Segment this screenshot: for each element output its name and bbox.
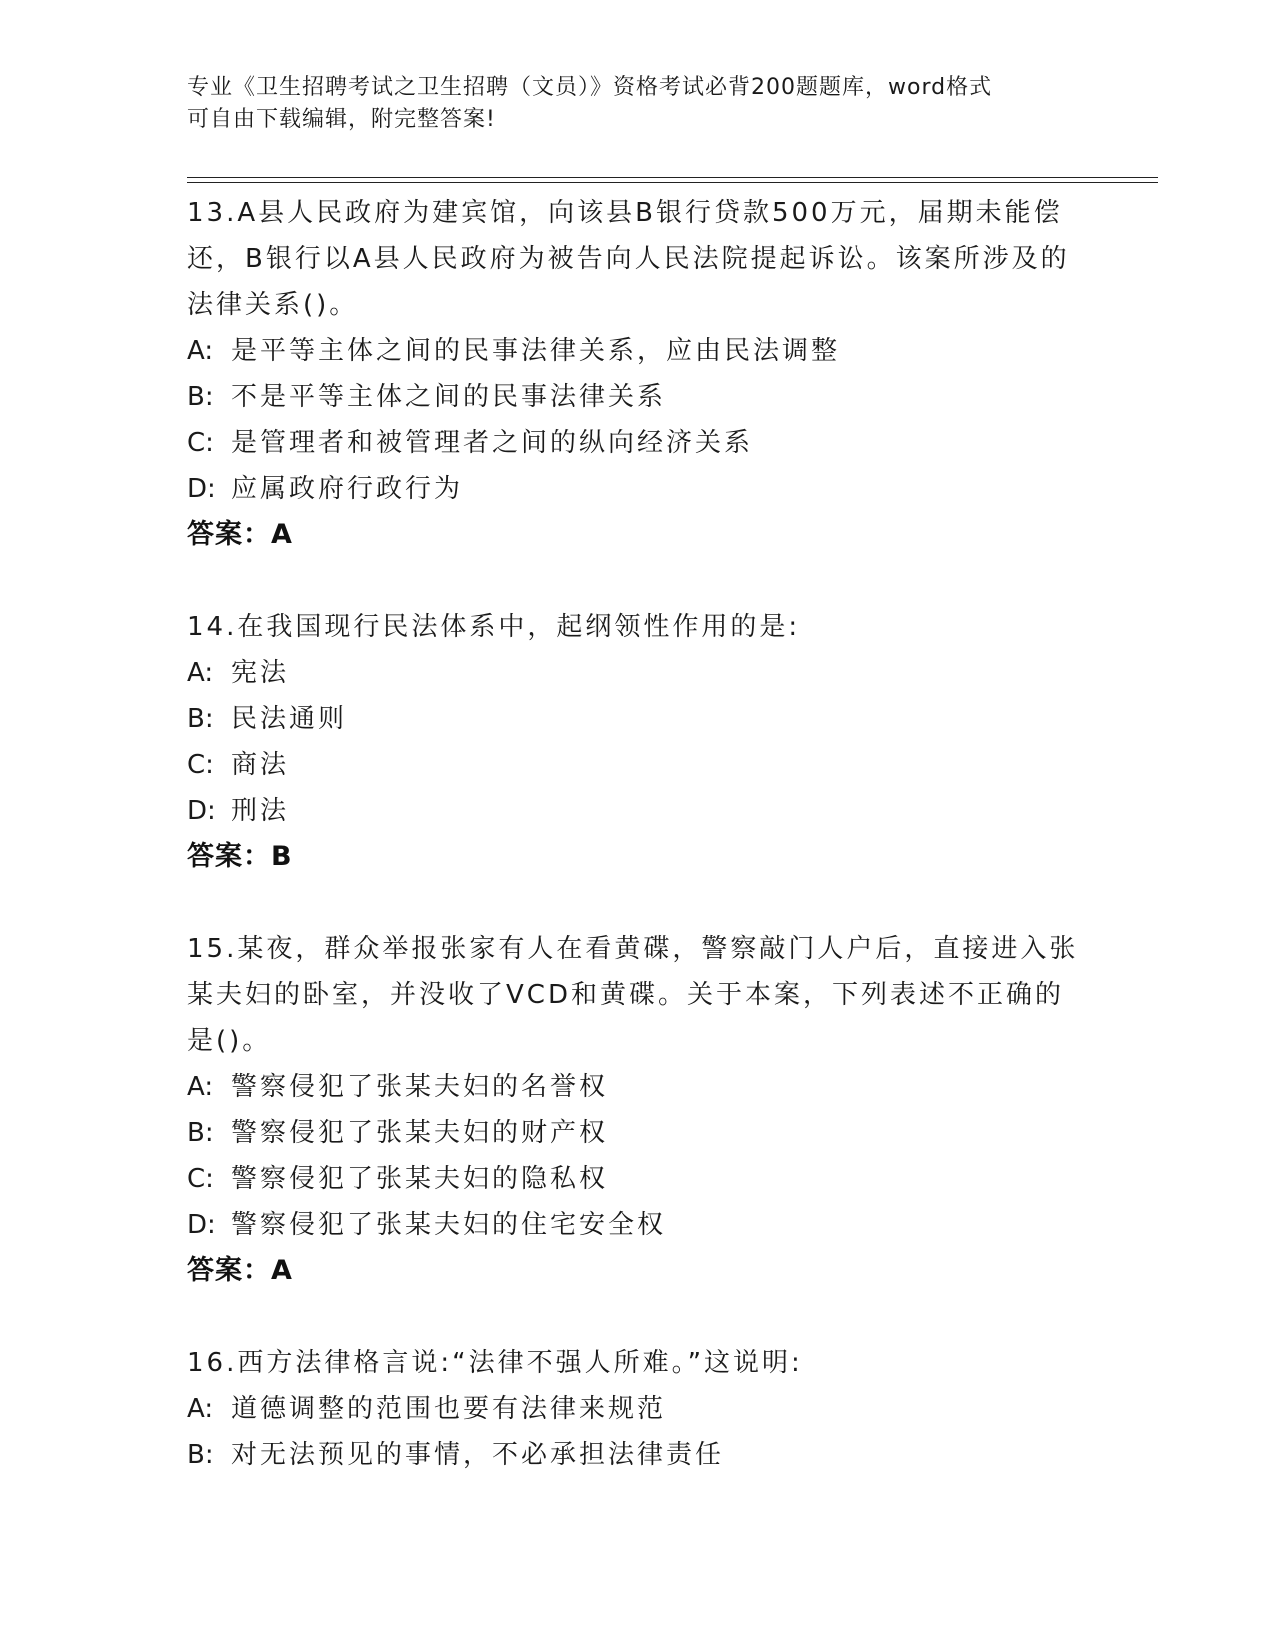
option-b: [187, 1432, 1087, 1478]
header-rule-bottom: [187, 182, 1158, 183]
option-text: 警察侵犯了张某夫妇的财产权: [231, 1118, 609, 1148]
option-text: 宪法: [231, 658, 290, 688]
option-a: [187, 1386, 1087, 1432]
option-b: [187, 1110, 1087, 1156]
header-line-1: 专业《卫生招聘考试之卫生招聘（文员）》资格考试必背200题题库，word格式: [187, 75, 993, 100]
stem-line: 还，B银行以A县人民政府为被告向人民法院提起诉讼。该案所涉及的: [187, 244, 1070, 274]
answer: 答案：A: [187, 1255, 293, 1286]
option-key: A:: [187, 1072, 214, 1102]
header-line-2: 可自由下载编辑，附完整答案!: [187, 107, 496, 132]
option-c: [187, 1156, 1087, 1202]
option-key: C:: [187, 428, 214, 458]
option-key: C:: [187, 1164, 214, 1194]
option-key: D:: [187, 1210, 216, 1240]
stem-line: 15.某夜，群众举报张家有人在看黄碟，警察敲门人户后，直接进入张: [187, 934, 1079, 964]
option-text: 道德调整的范围也要有法律来规范: [231, 1394, 667, 1424]
option-d: [187, 466, 1087, 512]
option-key: B:: [187, 382, 214, 412]
option-text: 商法: [231, 750, 290, 780]
question-stem: [187, 1340, 1087, 1386]
option-key: C:: [187, 750, 214, 780]
answer: 答案：B: [187, 841, 293, 872]
option-text: 警察侵犯了张某夫妇的名誉权: [231, 1072, 609, 1102]
question-15: [187, 926, 1087, 1294]
option-text: 是平等主体之间的民事法律关系，应由民法调整: [231, 336, 841, 366]
option-d: [187, 1202, 1087, 1248]
option-key: B:: [187, 1118, 214, 1148]
stem-line: 某夫妇的卧室，并没收了VCD和黄碟。关于本案，下列表述不正确的: [187, 980, 1064, 1010]
stem-line: 14.在我国现行民法体系中，起纲领性作用的是:: [187, 612, 801, 642]
option-c: [187, 420, 1087, 466]
option-text: 民法通则: [231, 704, 348, 734]
option-text: 刑法: [231, 796, 290, 826]
option-key: A:: [187, 658, 214, 688]
option-text: 对无法预见的事情，不必承担法律责任: [231, 1440, 725, 1470]
option-key: B:: [187, 704, 214, 734]
option-text: 应属政府行政行为: [231, 474, 464, 504]
option-key: D:: [187, 796, 216, 826]
question-list: [187, 190, 1087, 1524]
option-text: 不是平等主体之间的民事法律关系: [231, 382, 667, 412]
option-b: [187, 696, 1087, 742]
option-d: [187, 788, 1087, 834]
question-16: [187, 1340, 1087, 1478]
question-stem: [187, 190, 1087, 328]
option-text: 警察侵犯了张某夫妇的隐私权: [231, 1164, 609, 1194]
option-text: 是管理者和被管理者之间的纵向经济关系: [231, 428, 754, 458]
answer: 答案：A: [187, 519, 293, 550]
option-key: D:: [187, 474, 216, 504]
option-a: [187, 1064, 1087, 1110]
option-b: [187, 374, 1087, 420]
header-rule-top: [187, 177, 1158, 178]
option-c: [187, 742, 1087, 788]
stem-line: 13.A县人民政府为建宾馆，向该县B银行贷款500万元，届期未能偿: [187, 198, 1063, 228]
question-14: [187, 604, 1087, 880]
question-13: [187, 190, 1087, 558]
option-a: [187, 328, 1087, 374]
stem-line: 法律关系()。: [187, 290, 359, 320]
option-text: 警察侵犯了张某夫妇的住宅安全权: [231, 1210, 667, 1240]
option-key: B:: [187, 1440, 214, 1470]
stem-line: 16.西方法律格言说:“法律不强人所难。”这说明:: [187, 1348, 803, 1378]
stem-line: 是()。: [187, 1026, 272, 1056]
question-stem: [187, 604, 1087, 650]
option-key: A:: [187, 1394, 214, 1424]
question-stem: [187, 926, 1087, 1064]
document-header: [187, 72, 1087, 136]
option-key: A:: [187, 336, 214, 366]
option-a: [187, 650, 1087, 696]
